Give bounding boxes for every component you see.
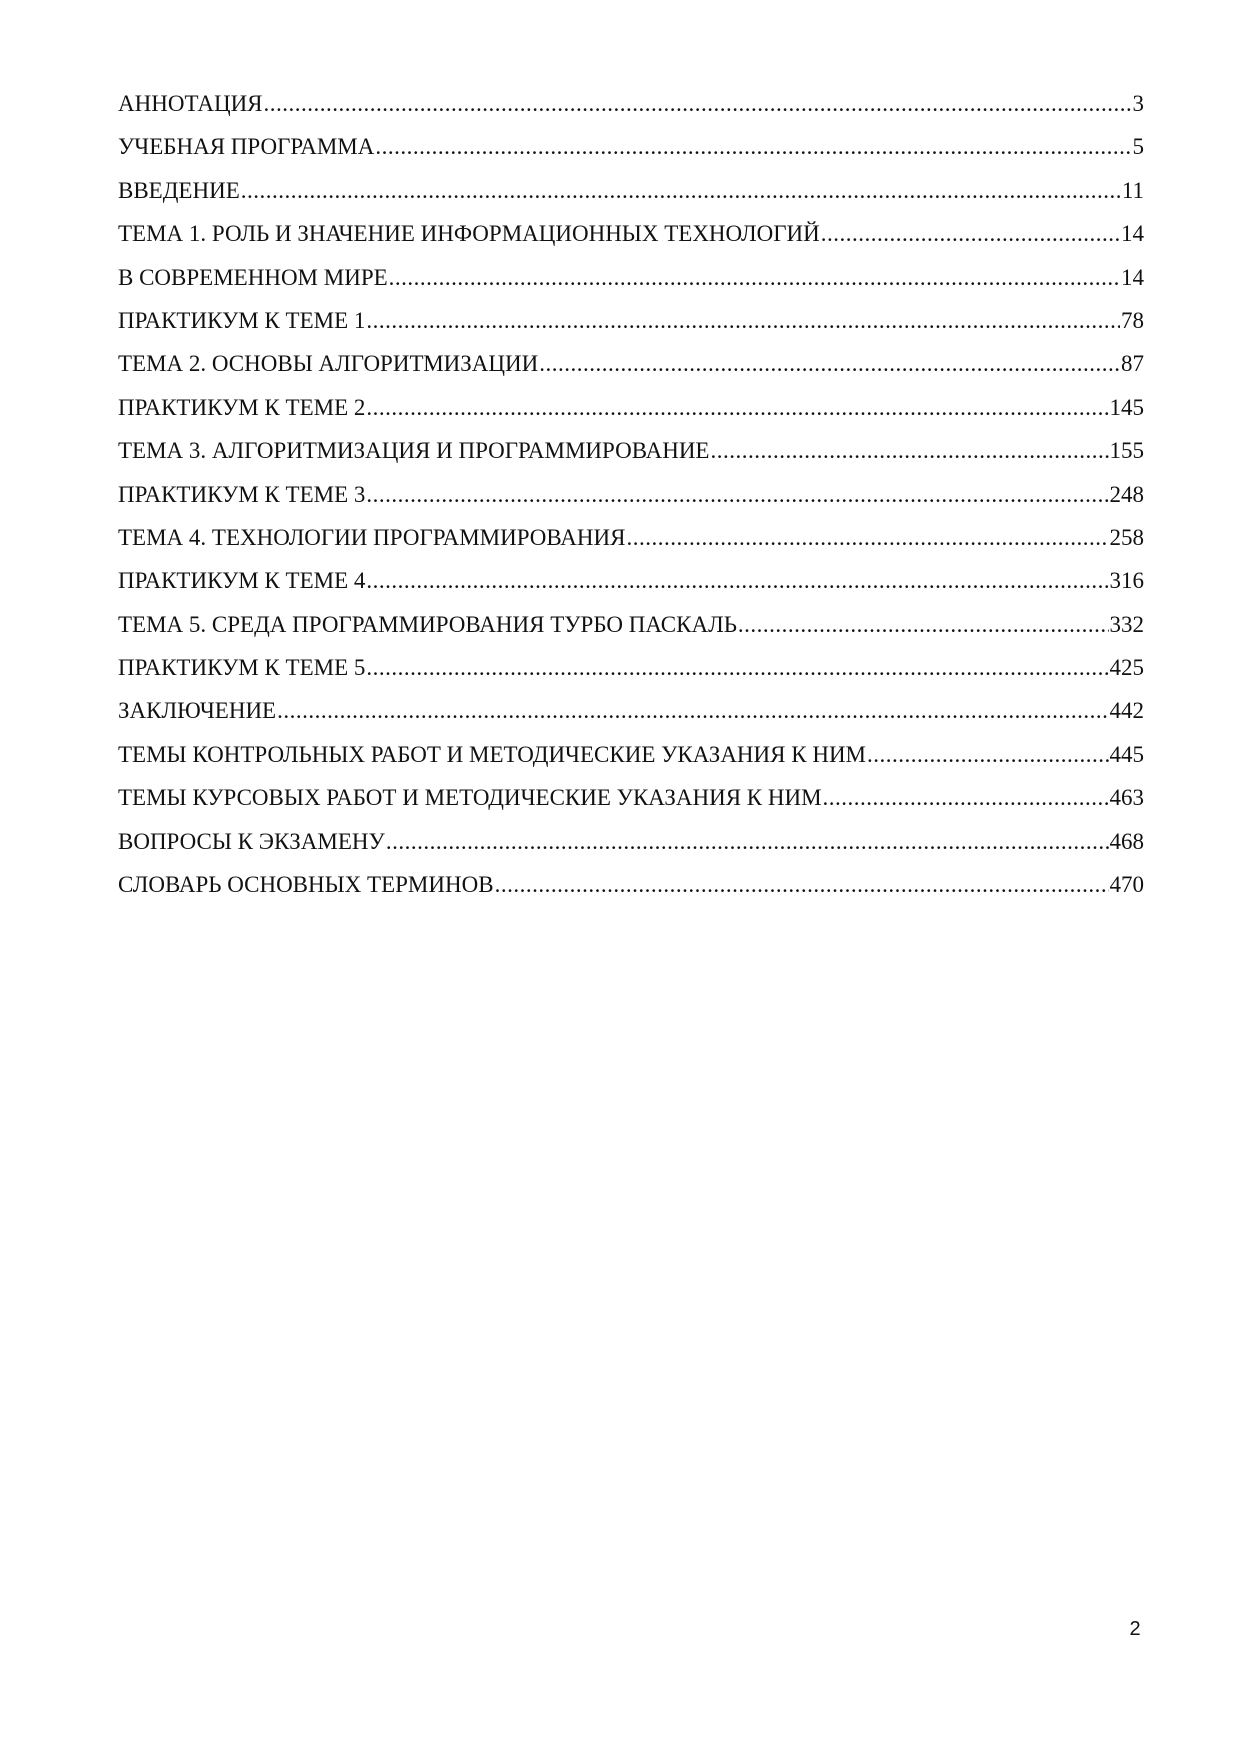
toc-entry-title: ПРАКТИКУМ К ТЕМЕ 5 <box>118 655 366 681</box>
toc-dot-leader <box>241 169 1121 212</box>
toc-entry-test-topics[interactable] <box>118 733 1144 776</box>
toc-entry-topic-4[interactable] <box>118 516 1144 559</box>
toc-entry-title: ТЕМА 1. РОЛЬ И ЗНАЧЕНИЕ ИНФОРМАЦИОННЫХ ТЕХНОЛОГИЙ <box>118 221 820 247</box>
toc-entry-title: СЛОВАРЬ ОСНОВНЫХ ТЕРМИНОВ <box>118 872 494 898</box>
toc-entry-page: 78 <box>1121 307 1144 333</box>
toc-entry-practicum-3[interactable] <box>118 473 1144 516</box>
toc-entry-exam-questions[interactable] <box>118 820 1144 863</box>
page-number: 2 <box>1129 1618 1141 1640</box>
toc-entry-page: 425 <box>1109 655 1144 681</box>
toc-entry-title: ТЕМА 5. СРЕДА ПРОГРАММИРОВАНИЯ ТУРБО ПАСКАЛЬ <box>118 611 737 637</box>
toc-entry-title: АННОТАЦИЯ <box>118 91 263 116</box>
toc-entry-page: 3 <box>1132 91 1144 116</box>
toc-entry-title: ТЕМА 2. ОСНОВЫ АЛГОРИТМИЗАЦИИ <box>118 351 539 377</box>
toc-entry-title: ЗАКЛЮЧЕНИЕ <box>118 698 277 724</box>
toc-entry-page: 14 <box>1121 264 1144 290</box>
toc-entry-practicum-5[interactable] <box>118 646 1144 689</box>
toc-entry-introduction[interactable] <box>118 169 1144 212</box>
toc-entry-page: 445 <box>1109 741 1144 767</box>
toc-entry-title: ТЕМЫ КОНТРОЛЬНЫХ РАБОТ И МЕТОДИЧЕСКИЕ УКАЗАНИЯ К НИМ <box>118 741 867 767</box>
toc-dot-leader <box>375 125 1131 168</box>
toc-entry-page: 468 <box>1109 828 1144 854</box>
toc-entry-glossary[interactable] <box>118 863 1144 906</box>
toc-dot-leader <box>366 559 1108 602</box>
toc-entry-title: ПРАКТИКУМ К ТЕМЕ 3 <box>118 481 366 507</box>
toc-entry-coursework-topics[interactable] <box>118 776 1144 819</box>
toc-dot-leader <box>821 212 1120 255</box>
toc-dot-leader <box>389 256 1120 299</box>
toc-dot-leader <box>710 429 1108 472</box>
toc-entry-title: УЧЕБНАЯ ПРОГРАММА <box>118 134 375 160</box>
toc-entry-page: 11 <box>1121 177 1144 203</box>
toc-entry-topic-1-continued[interactable] <box>118 256 1144 299</box>
toc-entry-practicum-4[interactable] <box>118 559 1144 602</box>
toc-dot-leader <box>738 603 1109 646</box>
toc-dot-leader <box>366 473 1108 516</box>
toc-entry-topic-1[interactable] <box>118 212 1144 255</box>
toc-entry-title: ТЕМА 4. ТЕХНОЛОГИИ ПРОГРАММИРОВАНИЯ <box>118 524 626 550</box>
toc-entry-page: 470 <box>1109 872 1144 898</box>
toc-dot-leader <box>386 820 1109 863</box>
toc-dot-leader <box>264 82 1132 125</box>
toc-dot-leader <box>823 776 1109 819</box>
toc-entry-title: В СОВРЕМЕННОМ МИРЕ <box>118 264 388 290</box>
toc-entry-practicum-1[interactable] <box>118 299 1144 342</box>
toc-entry-title: ВОПРОСЫ К ЭКЗАМЕНУ <box>118 828 385 854</box>
toc-dot-leader <box>366 299 1120 342</box>
toc-dot-leader <box>867 733 1108 776</box>
toc-entry-topic-3[interactable] <box>118 429 1144 472</box>
toc-entry-page: 14 <box>1121 221 1144 247</box>
toc-entry-practicum-2[interactable] <box>118 386 1144 429</box>
toc-entry-page: 145 <box>1109 394 1144 420</box>
toc-entry-conclusion[interactable] <box>118 689 1144 732</box>
toc-dot-leader <box>277 689 1108 732</box>
toc-entry-title: ВВЕДЕНИЕ <box>118 177 240 203</box>
toc-entry-curriculum[interactable] <box>118 125 1144 168</box>
toc-entry-topic-5[interactable] <box>118 603 1144 646</box>
toc-entry-page: 248 <box>1109 481 1144 507</box>
toc-dot-leader <box>366 646 1108 689</box>
toc-entry-page: 332 <box>1109 611 1144 637</box>
toc-dot-leader <box>366 386 1108 429</box>
toc-entry-title: ПРАКТИКУМ К ТЕМЕ 2 <box>118 394 366 420</box>
toc-entry-title: ТЕМЫ КУРСОВЫХ РАБОТ И МЕТОДИЧЕСКИЕ УКАЗАНИЯ К НИМ <box>118 785 822 811</box>
toc-entry-page: 463 <box>1109 785 1144 811</box>
toc-entry-annotation[interactable] <box>118 82 1144 125</box>
toc-entry-page: 87 <box>1121 351 1144 377</box>
toc-entry-title: ПРАКТИКУМ К ТЕМЕ 1 <box>118 307 366 333</box>
toc-entry-page: 155 <box>1109 438 1144 464</box>
toc-entry-topic-2[interactable] <box>118 342 1144 385</box>
toc-entry-title: ПРАКТИКУМ К ТЕМЕ 4 <box>118 568 366 594</box>
toc-entry-page: 442 <box>1109 698 1144 724</box>
table-of-contents <box>118 82 1144 906</box>
toc-entry-page: 258 <box>1109 524 1144 550</box>
toc-entry-title: ТЕМА 3. АЛГОРИТМИЗАЦИЯ И ПРОГРАММИРОВАНИЕ <box>118 438 710 464</box>
toc-dot-leader <box>626 516 1108 559</box>
toc-dot-leader <box>495 863 1109 906</box>
toc-entry-page: 5 <box>1132 134 1144 160</box>
toc-entry-page: 316 <box>1109 568 1144 594</box>
toc-dot-leader <box>539 342 1120 385</box>
